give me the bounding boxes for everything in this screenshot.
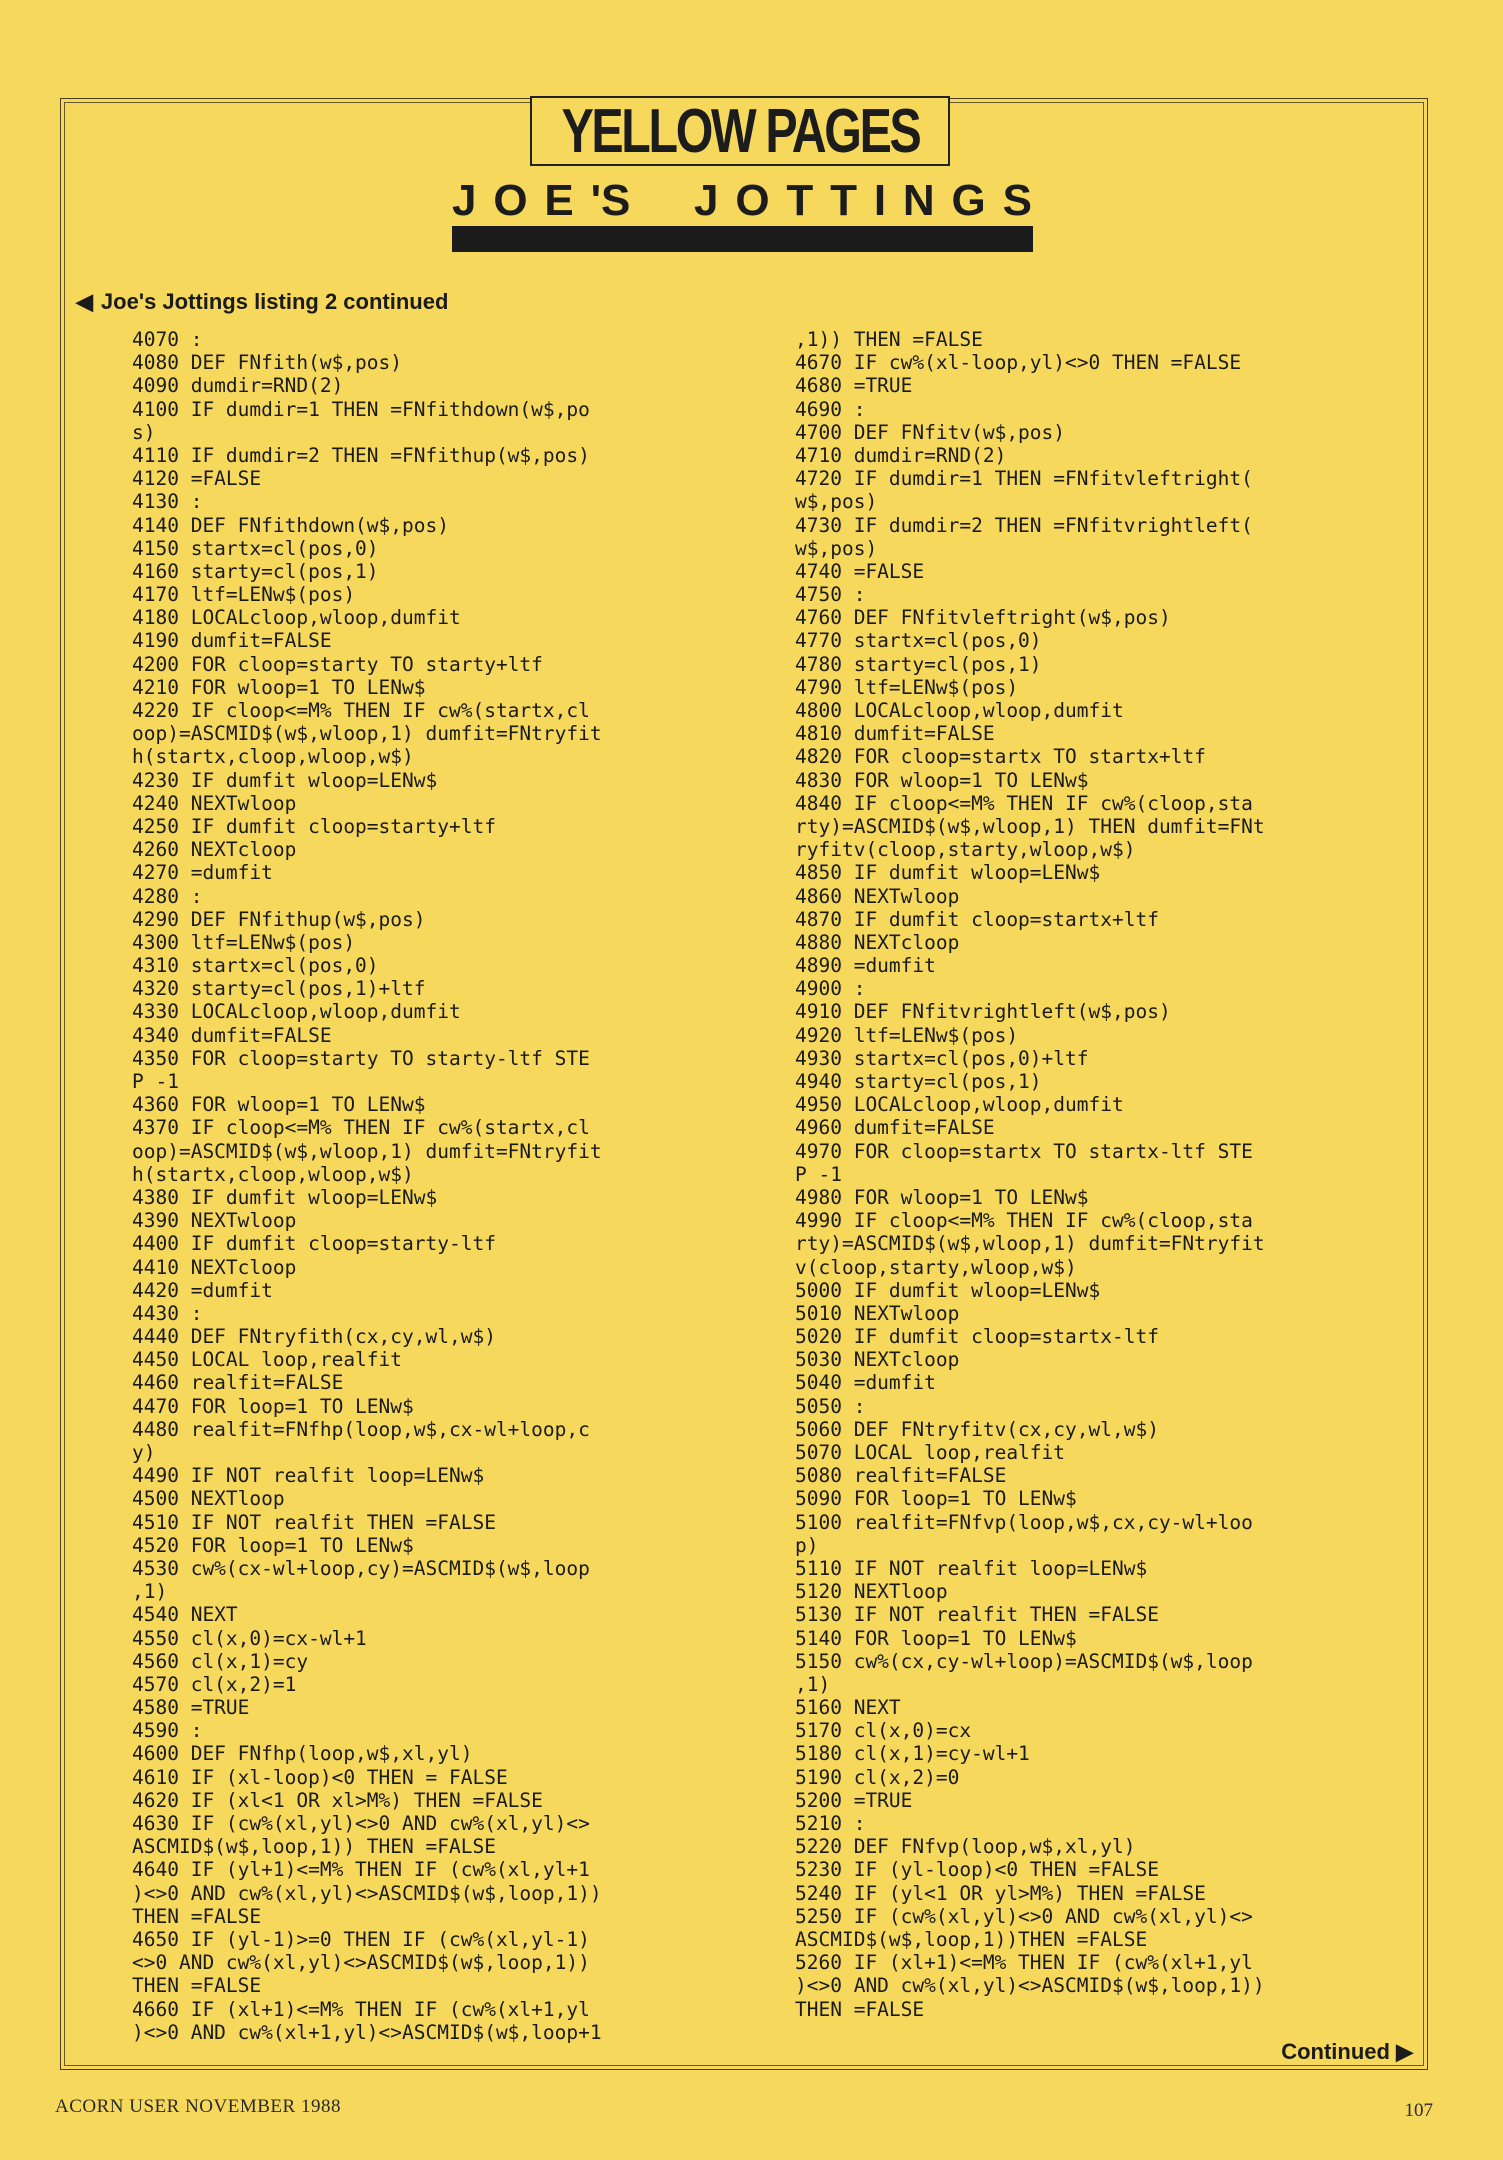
code-line: s) [132,420,156,444]
code-line: 4540 NEXT [132,1603,238,1627]
code-line: rty)=ASCMID$(w$,wloop,1) dumfit=FNtryfit [795,1232,1265,1256]
code-line: 4460 realfit=FALSE [132,1371,344,1395]
code-line: 4570 cl(x,2)=1 [132,1672,297,1696]
code-line: 4190 dumfit=FALSE [132,629,332,653]
code-line: 4330 LOCALcloop,wloop,dumfit [132,1000,461,1024]
left-arrow-icon: ◀ [76,289,93,314]
brand-title: YELLOW PAGES [561,96,919,166]
code-line: 4780 starty=cl(pos,1) [795,652,1042,676]
code-line: 4320 starty=cl(pos,1)+ltf [132,977,426,1001]
subtitle-letter: 'S [590,176,631,225]
code-line: 4280 : [132,884,203,908]
code-line: 4960 dumfit=FALSE [795,1116,995,1140]
code-line: 4380 IF dumfit wloop=LENw$ [132,1185,438,1209]
subtitle-letter: N [902,176,935,225]
code-line: 4740 =FALSE [795,559,925,583]
code-line: 5140 FOR loop=1 TO LENw$ [795,1626,1077,1650]
code-line: 4260 NEXTcloop [132,838,297,862]
subtitle-letter: I [873,176,887,225]
subtitle-letter: G [951,176,986,225]
code-line: 4470 FOR loop=1 TO LENw$ [132,1394,414,1418]
code-line: 4830 FOR wloop=1 TO LENw$ [795,768,1089,792]
title-underline-bar [452,226,1033,252]
code-line: 5100 realfit=FNfvp(loop,w$,cx,cy-wl+loo [795,1510,1253,1534]
code-line: )<>0 AND cw%(xl,yl)<>ASCMID$(w$,loop,1)) [132,1881,602,1905]
code-line: 4160 starty=cl(pos,1) [132,559,379,583]
subtitle-letter: S [1002,176,1032,225]
code-line: 4580 =TRUE [132,1696,250,1720]
code-line: ,1)) THEN =FALSE [795,328,983,351]
code-line: 4480 realfit=FNfhp(loop,w$,cx-wl+loop,c [132,1417,590,1441]
code-line: oop)=ASCMID$(w$,wloop,1) dumfit=FNtryfit [132,1139,602,1163]
code-line: 5030 NEXTcloop [795,1348,960,1372]
page-number: 107 [1404,2100,1433,2121]
code-line: 4610 IF (xl-loop)<0 THEN = FALSE [132,1765,508,1789]
code-line: 4910 DEF FNfitvrightleft(w$,pos) [795,1000,1171,1024]
code-line: h(startx,cloop,wloop,w$) [132,745,414,769]
code-line: ASCMID$(w$,loop,1))THEN =FALSE [795,1927,1148,1951]
code-line: 4650 IF (yl-1)>=0 THEN IF (cw%(xl,yl-1) [132,1927,590,1951]
code-line: 5130 IF NOT realfit THEN =FALSE [795,1603,1159,1627]
code-line: 4510 IF NOT realfit THEN =FALSE [132,1510,496,1534]
code-line: ,1) [795,1672,831,1696]
code-line: 4970 FOR cloop=startx TO startx-ltf STE [795,1139,1253,1163]
code-line: 4340 dumfit=FALSE [132,1023,332,1047]
code-line: ryfitv(cloop,starty,wloop,w$) [795,838,1136,862]
code-line: 4890 =dumfit [795,954,936,978]
code-line: ,1) [132,1580,168,1604]
subtitle-letter: T [830,176,858,225]
code-line: 4500 NEXTloop [132,1487,285,1511]
code-line: 4850 IF dumfit wloop=LENw$ [795,861,1101,885]
code-line: 4990 IF cloop<=M% THEN IF cw%(cloop,sta [795,1209,1253,1233]
code-line: 4660 IF (xl+1)<=M% THEN IF (cw%(xl+1,yl [132,1997,590,2021]
code-line: 4640 IF (yl+1)<=M% THEN IF (cw%(xl,yl+1 [132,1858,590,1882]
subtitle-letter: O [735,176,770,225]
code-line: 4810 dumfit=FALSE [795,722,995,746]
code-line: 4100 IF dumdir=1 THEN =FNfithdown(w$,po [132,397,590,421]
code-line: 4200 FOR cloop=starty TO starty+ltf [132,652,543,676]
code-line: 4170 ltf=LENw$(pos) [132,583,356,607]
code-line: 4390 NEXTwloop [132,1209,297,1233]
code-line: 4410 NEXTcloop [132,1255,297,1279]
code-line: 4620 IF (xl<1 OR xl>M%) THEN =FALSE [132,1788,543,1812]
code-line: 4680 =TRUE [795,374,913,398]
code-line: v(cloop,starty,wloop,w$) [795,1255,1077,1279]
code-line: w$,pos) [795,536,878,560]
code-line: 4930 startx=cl(pos,0)+ltf [795,1046,1089,1070]
code-line: 4210 FOR wloop=1 TO LENw$ [132,675,426,699]
code-line: THEN =FALSE [132,1904,262,1928]
code-line: 4880 NEXTcloop [795,930,960,954]
code-line: 4870 IF dumfit cloop=startx+ltf [795,907,1159,931]
code-line: 4440 DEF FNtryfith(cx,cy,wl,w$) [132,1325,496,1349]
code-line: 4770 startx=cl(pos,0) [795,629,1042,653]
code-line: 5070 LOCAL loop,realfit [795,1441,1066,1464]
subtitle-letter: J [694,176,719,225]
code-line: 4490 IF NOT realfit loop=LENw$ [132,1464,485,1488]
code-line: 4690 : [795,397,866,421]
code-line: 4400 IF dumfit cloop=starty-ltf [132,1232,496,1256]
code-line: 5000 IF dumfit wloop=LENw$ [795,1278,1101,1302]
subtitle-letter: E [544,176,574,225]
code-line: oop)=ASCMID$(w$,wloop,1) dumfit=FNtryfit [132,722,602,746]
code-line: 5230 IF (yl-loop)<0 THEN =FALSE [795,1858,1159,1882]
code-line: 5010 NEXTwloop [795,1301,960,1325]
code-line: P -1 [795,1162,842,1186]
code-line: 5180 cl(x,1)=cy-wl+1 [795,1742,1030,1766]
code-line: )<>0 AND cw%(xl,yl)<>ASCMID$(w$,loop,1)) [795,1974,1265,1998]
code-line: w$,pos) [795,490,878,514]
continued-marker [1281,2039,1413,2065]
code-line: 4370 IF cloop<=M% THEN IF cw%(startx,cl [132,1116,590,1140]
code-line: 4530 cw%(cx-wl+loop,cy)=ASCMID$(w$,loop [132,1556,590,1580]
code-line: 4590 : [132,1719,203,1743]
code-line: 4700 DEF FNfitv(w$,pos) [795,420,1066,444]
code-line: 4820 FOR cloop=startx TO startx+ltf [795,745,1206,769]
code-line: 5240 IF (yl<1 OR yl>M%) THEN =FALSE [795,1881,1206,1905]
code-line: 4420 =dumfit [132,1278,273,1302]
code-line: 4360 FOR wloop=1 TO LENw$ [132,1093,426,1117]
code-line: 5220 DEF FNfvp(loop,w$,xl,yl) [795,1835,1136,1859]
code-line: 5090 FOR loop=1 TO LENw$ [795,1487,1077,1511]
yellow-pages-logo [530,96,950,166]
code-line: 4130 : [132,490,203,514]
code-line: 4090 dumdir=RND(2) [132,374,344,398]
code-line: THEN =FALSE [795,1997,925,2021]
code-line: 4250 IF dumfit cloop=starty+ltf [132,814,496,838]
code-line: 5210 : [795,1812,866,1835]
code-line: 5250 IF (cw%(xl,yl)<>0 AND cw%(xl,yl)<> [795,1904,1253,1928]
code-line: 4290 DEF FNfithup(w$,pos) [132,907,426,931]
subtitle-letter: T [786,176,814,225]
code-line: ASCMID$(w$,loop,1)) THEN =FALSE [132,1835,496,1859]
code-line: 4110 IF dumdir=2 THEN =FNfithup(w$,pos) [132,443,590,467]
code-line: 4310 startx=cl(pos,0) [132,954,379,978]
code-line: 5260 IF (xl+1)<=M% THEN IF (cw%(xl+1,yl [795,1951,1253,1975]
code-line: 4730 IF dumdir=2 THEN =FNfitvrightleft( [795,513,1253,537]
code-line: 4760 DEF FNfitvleftright(w$,pos) [795,606,1171,630]
code-line: 4940 starty=cl(pos,1) [795,1070,1042,1093]
code-line: 4120 =FALSE [132,467,262,491]
code-line: <>0 AND cw%(xl,yl)<>ASCMID$(w$,loop,1)) [132,1951,590,1975]
code-line: 4140 DEF FNfithdown(w$,pos) [132,513,449,537]
code-line: 5080 realfit=FALSE [795,1464,1007,1488]
code-line: 4070 : [132,328,203,351]
code-column-right [795,328,1355,2021]
code-line: 4920 ltf=LENw$(pos) [795,1023,1019,1047]
code-line: 4750 : [795,583,866,607]
code-line: 4790 ltf=LENw$(pos) [795,675,1019,699]
code-line: 4150 startx=cl(pos,0) [132,536,379,560]
code-line: 4600 DEF FNfhp(loop,w$,xl,yl) [132,1742,473,1766]
code-line: 4520 FOR loop=1 TO LENw$ [132,1533,414,1557]
code-line: 4980 FOR wloop=1 TO LENw$ [795,1185,1089,1209]
code-line: )<>0 AND cw%(xl+1,yl)<>ASCMID$(w$,loop+1 [132,2020,602,2044]
code-line: p) [795,1533,819,1557]
code-line: 5190 cl(x,2)=0 [795,1765,960,1789]
code-line: 5110 IF NOT realfit loop=LENw$ [795,1556,1148,1580]
code-line: rty)=ASCMID$(w$,wloop,1) THEN dumfit=FNt [795,814,1265,838]
code-line: 4550 cl(x,0)=cx-wl+1 [132,1626,367,1650]
code-line: 4430 : [132,1301,203,1325]
code-line: 5050 : [795,1394,866,1418]
code-line: 4560 cl(x,1)=cy [132,1649,309,1673]
publication-footer: ACORN USER NOVEMBER 1988 [55,2096,341,2117]
code-line: 4450 LOCAL loop,realfit [132,1348,403,1372]
code-line: 4670 IF cw%(xl-loop,yl)<>0 THEN =FALSE [795,351,1242,375]
code-line: 5150 cw%(cx,cy-wl+loop)=ASCMID$(w$,loop [795,1649,1253,1673]
code-line: 4710 dumdir=RND(2) [795,443,1007,467]
code-line: 4350 FOR cloop=starty TO starty-ltf STE [132,1046,590,1070]
code-column-left [132,328,692,2044]
code-line: 4300 ltf=LENw$(pos) [132,930,356,954]
code-line: 4220 IF cloop<=M% THEN IF cw%(startx,cl [132,699,590,722]
code-line: 4950 LOCALcloop,wloop,dumfit [795,1093,1124,1117]
code-line: 5120 NEXTloop [795,1580,948,1604]
code-line: 4900 : [795,977,866,1001]
continued-text: Continued [1281,2039,1390,2064]
listing-heading-text: Joe's Jottings listing 2 continued [100,289,449,314]
code-line: P -1 [132,1070,179,1093]
code-line: 4720 IF dumdir=1 THEN =FNfitvleftright( [795,467,1253,491]
code-line: 4230 IF dumfit wloop=LENw$ [132,768,438,792]
code-line: h(startx,cloop,wloop,w$) [132,1162,414,1186]
code-line: 5200 =TRUE [795,1788,913,1812]
code-line: THEN =FALSE [132,1974,262,1998]
subtitle-space [647,176,677,226]
listing-heading [76,289,448,315]
code-line: 5160 NEXT [795,1696,901,1720]
code-line: 4180 LOCALcloop,wloop,dumfit [132,606,461,630]
code-line: 4270 =dumfit [132,861,273,885]
code-line: 4080 DEF FNfith(w$,pos) [132,351,403,375]
code-line: 4630 IF (cw%(xl,yl)<>0 AND cw%(xl,yl)<> [132,1812,590,1835]
right-arrow-icon: ▶ [1396,2039,1413,2064]
section-subtitle [452,176,1032,226]
code-line: y) [132,1441,156,1464]
code-line: 4840 IF cloop<=M% THEN IF cw%(cloop,sta [795,791,1253,815]
code-line: 4860 NEXTwloop [795,884,960,908]
code-line: 5020 IF dumfit cloop=startx-ltf [795,1325,1159,1349]
code-line: 5170 cl(x,0)=cx [795,1719,972,1743]
subtitle-letter: O [493,176,528,225]
code-line: 5060 DEF FNtryfitv(cx,cy,wl,w$) [795,1417,1159,1441]
subtitle-letter: J [452,176,477,225]
code-line: 4240 NEXTwloop [132,791,297,815]
code-line: 5040 =dumfit [795,1371,936,1395]
code-line: 4800 LOCALcloop,wloop,dumfit [795,699,1124,722]
